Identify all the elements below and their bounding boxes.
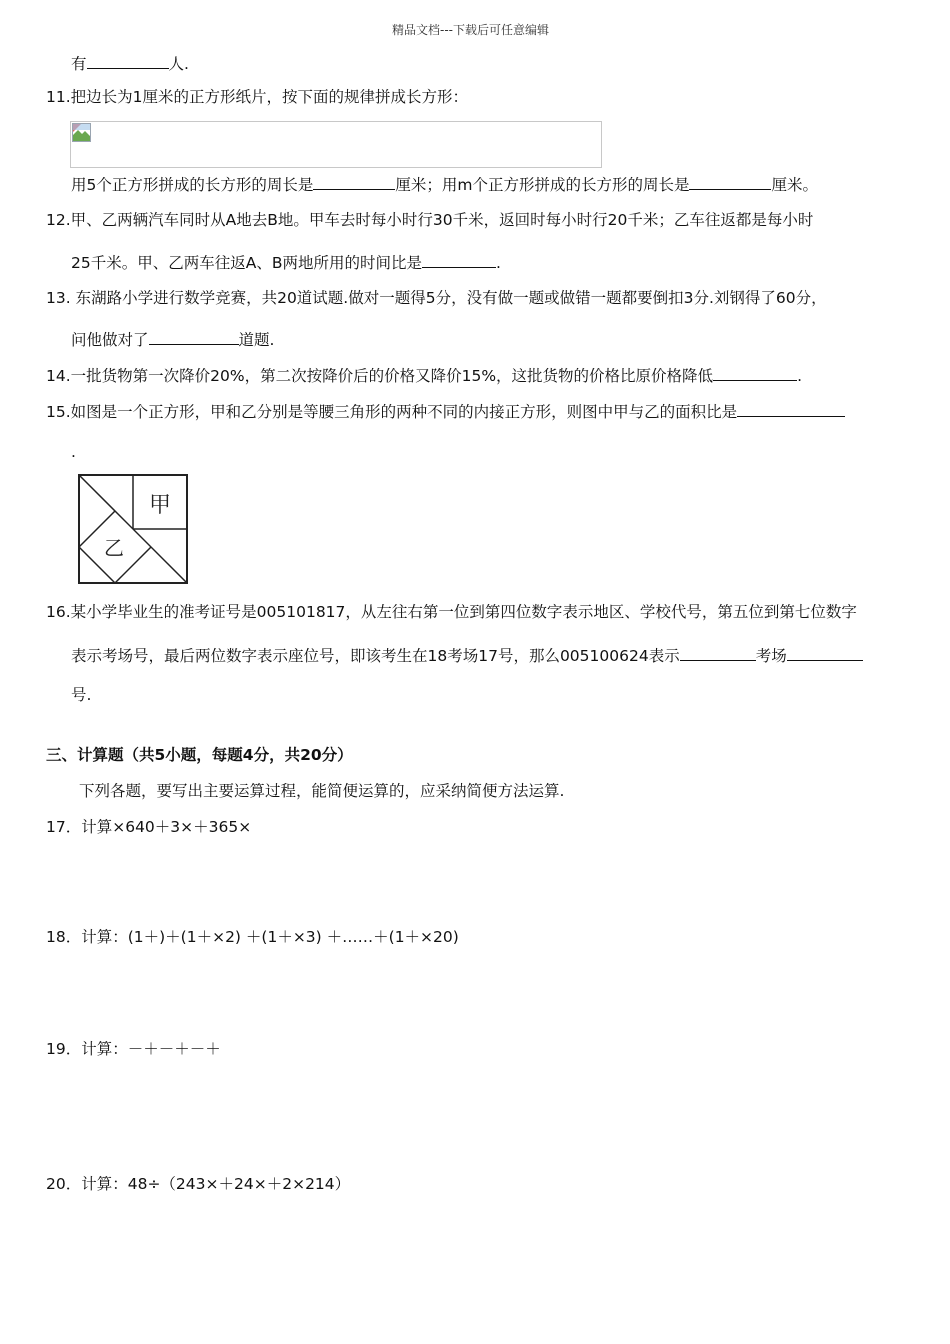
question-12-cont	[71, 251, 501, 274]
answer-blank[interactable]	[713, 364, 797, 381]
text: 道题.	[238, 331, 275, 349]
text: 厘米。	[771, 176, 818, 194]
question-18: 18．计算：(1＋)＋(1＋×2) ＋(1＋×3) ＋……＋(1＋×20)	[46, 928, 459, 946]
answer-blank[interactable]	[689, 173, 771, 190]
missing-image-box	[70, 121, 602, 168]
line-q10-end	[71, 52, 189, 75]
question-16-cont	[71, 644, 863, 667]
text: .	[495, 254, 501, 272]
text: 25千米。甲、乙两车往返A、B两地所用的时间比是	[71, 254, 422, 272]
question-11: 11.把边长为1厘米的正方形纸片，按下面的规律拼成长方形：	[46, 88, 469, 106]
answer-blank[interactable]	[737, 400, 845, 417]
section-3-instruction: 下列各题，要写出主要运算过程，能简便运算的，应采纳简便方法运算.	[79, 782, 565, 800]
question-13: 13. 东湖路小学进行数学竞赛，共20道试题.做对一题得5分，没有做一题或做错一题都要倒扣3分.刘钢得了60分，	[46, 289, 827, 307]
text: 表示考场号，最后两位数字表示座位号，即该考生在18考场17号，那么005100624表示	[71, 647, 680, 665]
answer-blank[interactable]	[313, 173, 395, 190]
question-16: 16.某小学毕业生的准考证号是005101817，从左往右第一位到第四位数字表示地区、学校代号，第五位到第七位数字	[46, 603, 857, 621]
page-header: 精品文档---下载后可任意编辑	[392, 23, 549, 37]
text: 用5个正方形拼成的长方形的周长是	[71, 176, 314, 194]
question-16-end: 号.	[71, 686, 92, 704]
question-20: 20．计算：48÷（243×＋24×＋2×214）	[46, 1175, 351, 1193]
question-15-end: .	[71, 443, 76, 461]
question-12: 12.甲、乙两辆汽车同时从A地去B地。甲车去时每小时行30千米，返回时每小时行20千米；乙车往返都是每小时	[46, 211, 814, 229]
answer-blank[interactable]	[787, 644, 863, 661]
answer-blank[interactable]	[422, 251, 496, 268]
answer-blank[interactable]	[87, 52, 169, 69]
text: 有	[71, 55, 87, 73]
square-figure	[78, 474, 188, 584]
text: 14.一批货物第一次降价20%，第二次按降价后的价格又降价15%，这批货物的价格比原价格降低	[46, 367, 714, 385]
text: .	[797, 367, 802, 385]
text: 人.	[168, 55, 189, 73]
question-19: 19．计算：－＋－＋－＋	[46, 1040, 221, 1058]
broken-image-icon	[72, 123, 91, 142]
answer-blank[interactable]	[149, 328, 239, 345]
question-14	[46, 364, 802, 387]
label-jia: 甲	[148, 493, 172, 518]
text: 考场	[755, 647, 787, 665]
question-17: 17．计算×640＋3×＋365×	[46, 818, 252, 836]
section-3-heading: 三、计算题（共5小题，每题4分，共20分）	[46, 746, 353, 764]
text: 问他做对了	[71, 331, 149, 349]
text: 15.如图是一个正方形，甲和乙分别是等腰三角形的两种不同的内接正方形，则图中甲与乙的面积比是	[46, 403, 738, 421]
question-15	[46, 400, 845, 423]
answer-blank[interactable]	[680, 644, 756, 661]
text: 厘米；用m个正方形拼成的长方形的周长是	[395, 176, 690, 194]
question-11-answers	[71, 173, 818, 196]
label-yi: 乙	[104, 536, 124, 560]
question-13-cont	[71, 328, 274, 351]
